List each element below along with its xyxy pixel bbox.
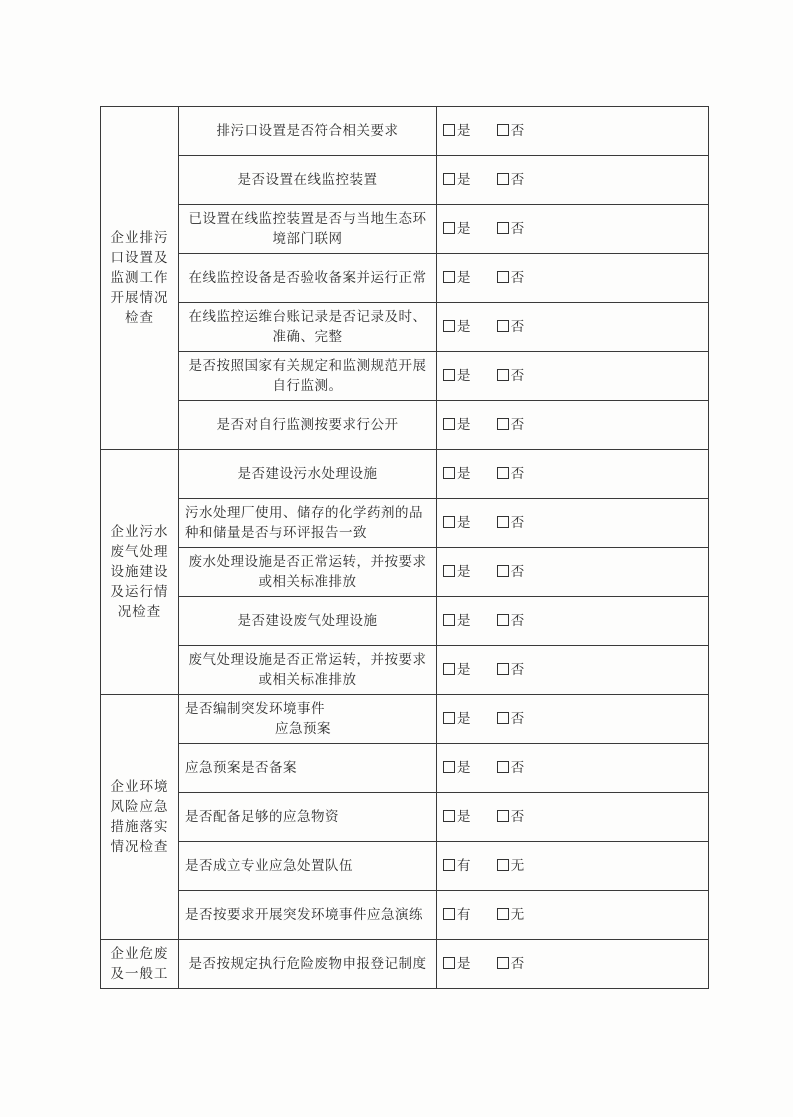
check-item: 是否成立专业应急处置队伍 (179, 842, 437, 891)
option-group (437, 499, 709, 548)
option-no[interactable]: 否 (497, 366, 525, 386)
option-group (437, 205, 709, 254)
option-no[interactable]: 否 (497, 415, 525, 435)
option-yes[interactable]: 有 (443, 856, 471, 876)
check-item: 废气处理设施是否正常运转，并按要求或相关标准排放 (179, 646, 437, 695)
checkbox[interactable] (443, 222, 455, 234)
checkbox[interactable] (497, 810, 509, 822)
check-item: 废水处理设施是否正常运转，并按要求或相关标准排放 (179, 548, 437, 597)
checkbox[interactable] (497, 712, 509, 724)
checkbox[interactable] (443, 271, 455, 283)
option-yes[interactable]: 是 (443, 464, 471, 484)
table-row (101, 793, 709, 842)
option-yes[interactable]: 是 (443, 660, 471, 680)
option-no[interactable]: 否 (497, 758, 525, 778)
option-yes[interactable]: 是 (443, 807, 471, 827)
check-item-text-cont: 应急预案 (275, 721, 331, 737)
option-yes[interactable]: 是 (443, 562, 471, 582)
option-yes[interactable]: 是 (443, 268, 471, 288)
table-row (101, 303, 709, 352)
option-group (437, 793, 709, 842)
checkbox[interactable] (443, 859, 455, 871)
check-item: 是否按照国家有关规定和监测规范开展自行监测。 (179, 352, 437, 401)
check-item: 是否按要求开展突发环境事件应急演练 (179, 891, 437, 940)
option-no[interactable]: 否 (497, 121, 525, 141)
option-no[interactable]: 无 (497, 856, 525, 876)
checkbox[interactable] (497, 124, 509, 136)
option-yes[interactable]: 是 (443, 415, 471, 435)
option-group (437, 156, 709, 205)
table-row (101, 744, 709, 793)
checkbox[interactable] (443, 712, 455, 724)
checkbox[interactable] (497, 761, 509, 773)
option-group (437, 303, 709, 352)
check-item: 污水处理厂使用、储存的化学药剂的品种和储量是否与环评报告一致 (179, 499, 437, 548)
option-group (437, 695, 709, 744)
checkbox[interactable] (443, 418, 455, 430)
option-no[interactable]: 否 (497, 562, 525, 582)
table-row (101, 156, 709, 205)
checkbox[interactable] (443, 124, 455, 136)
option-group (437, 548, 709, 597)
option-group (437, 891, 709, 940)
option-no[interactable]: 否 (497, 660, 525, 680)
checkbox[interactable] (443, 320, 455, 332)
check-item: 是否建设废气处理设施 (179, 597, 437, 646)
option-no[interactable]: 否 (497, 807, 525, 827)
option-group (437, 107, 709, 156)
check-item: 是否设置在线监控装置 (179, 156, 437, 205)
option-group (437, 401, 709, 450)
option-group (437, 450, 709, 499)
table-row (101, 401, 709, 450)
checkbox[interactable] (443, 761, 455, 773)
checkbox[interactable] (443, 810, 455, 822)
checkbox[interactable] (497, 663, 509, 675)
check-item: 应急预案是否备案 (179, 744, 437, 793)
option-yes[interactable]: 是 (443, 954, 471, 974)
checkbox[interactable] (497, 565, 509, 577)
check-item: 已设置在线监控装置是否与当地生态环境部门联网 (179, 205, 437, 254)
table-row (101, 940, 709, 989)
option-yes[interactable]: 是 (443, 758, 471, 778)
option-no[interactable]: 否 (497, 170, 525, 190)
option-group (437, 940, 709, 989)
option-no[interactable]: 否 (497, 317, 525, 337)
checkbox[interactable] (497, 516, 509, 528)
option-yes[interactable]: 是 (443, 219, 471, 239)
option-no[interactable]: 否 (497, 611, 525, 631)
option-no[interactable]: 否 (497, 709, 525, 729)
table-row (101, 205, 709, 254)
option-group (437, 646, 709, 695)
checkbox[interactable] (497, 908, 509, 920)
table-row (101, 646, 709, 695)
option-group (437, 744, 709, 793)
inspection-table-body (101, 107, 709, 989)
check-item-text: 是否编制突发环境事件 (185, 701, 325, 717)
option-no[interactable]: 否 (497, 513, 525, 533)
table-row (101, 107, 709, 156)
checkbox[interactable] (497, 173, 509, 185)
table-row (101, 254, 709, 303)
section-title: 企业排污口设置及监测工作开展情况检查 (101, 107, 179, 450)
checkbox[interactable] (497, 614, 509, 626)
checkbox[interactable] (443, 908, 455, 920)
option-yes[interactable]: 是 (443, 170, 471, 190)
checkbox[interactable] (443, 663, 455, 675)
check-item: 是否建设污水处理设施 (179, 450, 437, 499)
option-yes[interactable]: 是 (443, 317, 471, 337)
checkbox[interactable] (497, 271, 509, 283)
table-row (101, 450, 709, 499)
check-item (179, 695, 437, 744)
section-title: 企业环境风险应急措施落实情况检查 (101, 695, 179, 940)
option-group (437, 352, 709, 401)
option-yes[interactable]: 是 (443, 709, 471, 729)
checkbox[interactable] (497, 222, 509, 234)
checkbox[interactable] (443, 614, 455, 626)
checkbox[interactable] (443, 173, 455, 185)
checkbox[interactable] (443, 565, 455, 577)
table-row (101, 548, 709, 597)
check-item: 在线监控运维台账记录是否记录及时、准确、完整 (179, 303, 437, 352)
option-group (437, 842, 709, 891)
table-row (101, 597, 709, 646)
option-yes[interactable]: 是 (443, 366, 471, 386)
option-no[interactable]: 否 (497, 464, 525, 484)
checkbox[interactable] (497, 369, 509, 381)
table-row (101, 352, 709, 401)
table-row (101, 695, 709, 744)
option-no[interactable]: 否 (497, 219, 525, 239)
option-yes[interactable]: 是 (443, 513, 471, 533)
section-title: 企业危废及一般工 (101, 940, 179, 989)
checkbox[interactable] (497, 418, 509, 430)
table-row (101, 499, 709, 548)
inspection-table (100, 106, 709, 989)
checkbox[interactable] (497, 467, 509, 479)
checkbox[interactable] (443, 516, 455, 528)
table-row (101, 842, 709, 891)
option-no[interactable]: 否 (497, 268, 525, 288)
check-item: 是否对自行监测按要求行公开 (179, 401, 437, 450)
checkbox[interactable] (497, 320, 509, 332)
option-yes[interactable]: 有 (443, 905, 471, 925)
option-no[interactable]: 无 (497, 905, 525, 925)
check-item: 在线监控设备是否验收备案并运行正常 (179, 254, 437, 303)
checkbox[interactable] (497, 859, 509, 871)
option-no[interactable]: 否 (497, 954, 525, 974)
checkbox[interactable] (443, 467, 455, 479)
checkbox[interactable] (443, 369, 455, 381)
section-title: 企业污水废气处理设施建设及运行情况检查 (101, 450, 179, 695)
option-group (437, 597, 709, 646)
checkbox[interactable] (497, 957, 509, 969)
check-item: 排污口设置是否符合相关要求 (179, 107, 437, 156)
checkbox[interactable] (443, 957, 455, 969)
check-item: 是否按规定执行危险废物申报登记制度 (179, 940, 437, 989)
table-row (101, 891, 709, 940)
option-yes[interactable]: 是 (443, 611, 471, 631)
option-yes[interactable]: 是 (443, 121, 471, 141)
check-item: 是否配备足够的应急物资 (179, 793, 437, 842)
option-group (437, 254, 709, 303)
